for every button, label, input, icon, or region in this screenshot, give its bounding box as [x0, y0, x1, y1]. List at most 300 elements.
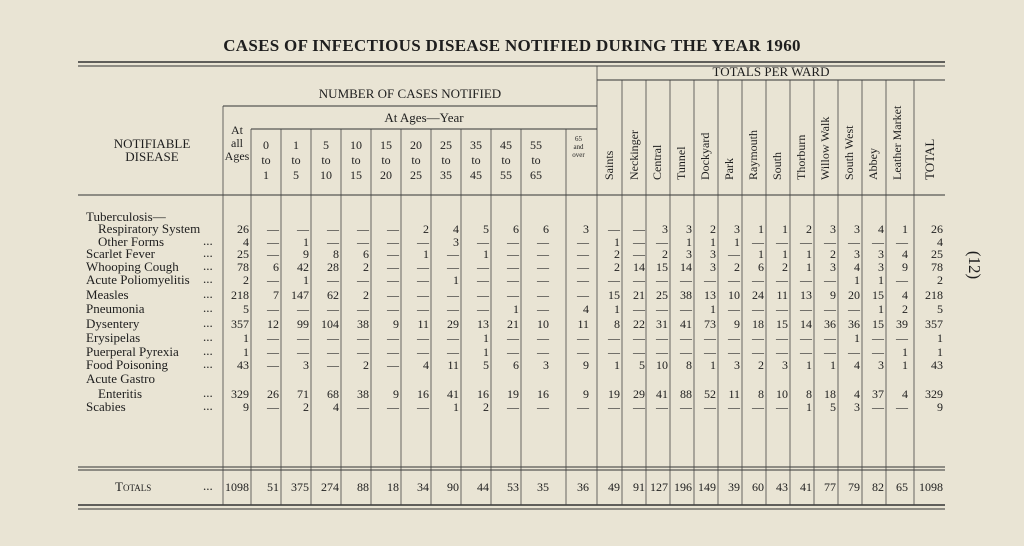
- table-cell: 9: [902, 260, 908, 274]
- table-cell: —: [577, 235, 589, 249]
- table-cell: 6: [758, 260, 764, 274]
- table-cell: 11: [776, 288, 788, 302]
- table-cell: —: [417, 273, 429, 287]
- table-cell: —: [327, 273, 339, 287]
- ward-header-saints: Saints: [601, 150, 616, 180]
- table-cell: 4: [902, 247, 908, 261]
- table-cell: 3: [782, 358, 788, 372]
- table-cell: —: [776, 345, 788, 359]
- table-cell: —: [800, 302, 812, 316]
- table-cell: —: [267, 358, 279, 372]
- row-label: Whooping Cough: [86, 259, 179, 274]
- table-cell: 9: [243, 400, 249, 414]
- table-cell: —: [776, 235, 788, 249]
- table-cell: —: [656, 400, 668, 414]
- age-column-header: 20 to 25: [410, 138, 422, 182]
- table-cell: —: [507, 288, 519, 302]
- row-label: Dysentery: [86, 316, 140, 331]
- table-cell: —: [752, 273, 764, 287]
- table-cell: —: [728, 273, 740, 287]
- row-leader-dots: ...: [203, 315, 213, 330]
- table-cell: —: [477, 235, 489, 249]
- table-cell: 25: [931, 247, 943, 261]
- table-cell: 2: [806, 222, 812, 236]
- table-cell: 4: [854, 260, 860, 274]
- table-cell: 13: [800, 288, 812, 302]
- table-cell: —: [728, 331, 740, 345]
- totals-cell: 60: [752, 480, 764, 494]
- table-cell: 9: [583, 358, 589, 372]
- table-cell: 10: [728, 288, 740, 302]
- table-cell: —: [656, 273, 668, 287]
- table-cell: 78: [931, 260, 943, 274]
- table-cell: —: [447, 288, 459, 302]
- table-cell: —: [537, 288, 549, 302]
- ward-header-south: South: [770, 151, 784, 180]
- totals-cell: 274: [321, 480, 339, 494]
- table-cell: 36: [824, 317, 836, 331]
- table-cell: 78: [237, 260, 249, 274]
- table-cell: 88: [680, 387, 692, 401]
- table-cell: —: [848, 345, 860, 359]
- table-cell: —: [704, 331, 716, 345]
- table-cell: 2: [614, 247, 620, 261]
- table-cell: —: [577, 273, 589, 287]
- table-cell: —: [577, 345, 589, 359]
- table-cell: —: [752, 400, 764, 414]
- table-cell: —: [387, 222, 399, 236]
- table-cell: —: [656, 302, 668, 316]
- ward-header-neckinger: Neckinger: [626, 130, 641, 180]
- table-cell: —: [776, 400, 788, 414]
- table-cell: 4: [854, 387, 860, 401]
- ward-header-tunnel: Tunnel: [674, 146, 688, 180]
- table-cell: 1: [303, 235, 309, 249]
- table-cell: 3: [854, 222, 860, 236]
- table-cell: 11: [728, 387, 740, 401]
- table-cell: —: [297, 331, 309, 345]
- table-cell: 4: [333, 400, 339, 414]
- table-cell: 1: [483, 247, 489, 261]
- table-cell: 9: [303, 247, 309, 261]
- table-cell: 2: [423, 222, 429, 236]
- table-cell: 5: [937, 302, 943, 316]
- table-cell: —: [267, 222, 279, 236]
- table-cell: —: [656, 345, 668, 359]
- row-label: Acute Gastro: [86, 371, 155, 386]
- table-cell: —: [327, 235, 339, 249]
- table-cell: 16: [417, 387, 429, 401]
- table-cell: —: [417, 400, 429, 414]
- table-cell: 3: [878, 260, 884, 274]
- table-cell: —: [507, 400, 519, 414]
- table-cell: 1: [937, 345, 943, 359]
- table-cell: 14: [680, 260, 692, 274]
- table-cell: —: [680, 331, 692, 345]
- row-label: Scabies: [86, 399, 126, 414]
- table-cell: 15: [656, 260, 668, 274]
- totals-cell: 34: [417, 480, 429, 494]
- row-leader-dots: ...: [203, 245, 213, 260]
- table-cell: —: [577, 288, 589, 302]
- ages-group-header: At Ages—Year: [384, 110, 464, 125]
- table-cell: —: [752, 331, 764, 345]
- totals-cell: 1098: [225, 480, 249, 494]
- table-cell: 41: [656, 387, 668, 401]
- row-leader-dots: ...: [203, 286, 213, 301]
- table-cell: 1: [758, 222, 764, 236]
- table-cell: 3: [854, 400, 860, 414]
- ward-header-willow-walk: Willow Walk: [818, 116, 832, 180]
- table-cell: 21: [507, 317, 519, 331]
- table-cell: —: [267, 302, 279, 316]
- table-cell: 1: [614, 235, 620, 249]
- table-cell: —: [800, 331, 812, 345]
- table-cell: 15: [608, 288, 620, 302]
- row-label: Food Poisoning: [86, 357, 168, 372]
- totals-cell: 127: [650, 480, 668, 494]
- table-cell: —: [633, 302, 645, 316]
- row-label: Respiratory System: [98, 221, 201, 236]
- table-cell: —: [728, 345, 740, 359]
- table-cell: 4: [937, 235, 943, 249]
- row-label: Acute Poliomyelitis: [86, 272, 190, 287]
- table-cell: 62: [327, 288, 339, 302]
- table-cell: —: [872, 331, 884, 345]
- table-cell: 1: [303, 273, 309, 287]
- table-cell: —: [577, 247, 589, 261]
- table-cell: 71: [297, 387, 309, 401]
- table-cell: 1: [782, 222, 788, 236]
- totals-cell: 65: [896, 480, 908, 494]
- table-cell: 52: [704, 387, 716, 401]
- table-cell: —: [387, 345, 399, 359]
- table-cell: —: [447, 345, 459, 359]
- table-cell: —: [800, 273, 812, 287]
- table-cell: —: [633, 222, 645, 236]
- page-title: CASES OF INFECTIOUS DISEASE NOTIFIED DURING THE YEAR 1960: [223, 36, 801, 55]
- ward-header-abbey: Abbey: [866, 148, 880, 180]
- table-cell: —: [633, 235, 645, 249]
- table-cell: 1: [806, 400, 812, 414]
- table-cell: —: [387, 235, 399, 249]
- table-cell: —: [417, 331, 429, 345]
- totals-cell: 41: [800, 480, 812, 494]
- table-cell: 18: [752, 317, 764, 331]
- table-cell: 3: [583, 222, 589, 236]
- table-cell: 3: [734, 222, 740, 236]
- table-cell: —: [704, 273, 716, 287]
- table-cell: —: [896, 331, 908, 345]
- table-cell: 73: [704, 317, 716, 331]
- table-cell: —: [537, 400, 549, 414]
- table-cell: 14: [633, 260, 645, 274]
- table-cell: 1: [453, 400, 459, 414]
- table-cell: 3: [662, 222, 668, 236]
- table-cell: 2: [710, 222, 716, 236]
- table-cell: 21: [633, 288, 645, 302]
- table-cell: 15: [872, 317, 884, 331]
- table-cell: —: [507, 273, 519, 287]
- table-cell: —: [633, 247, 645, 261]
- all-ages-header: At all Ages: [224, 123, 250, 163]
- table-cell: 25: [237, 247, 249, 261]
- table-cell: 2: [483, 400, 489, 414]
- table-cell: —: [537, 235, 549, 249]
- table-cell: —: [680, 400, 692, 414]
- table-cell: 3: [303, 358, 309, 372]
- table-cell: —: [357, 400, 369, 414]
- table-cell: 5: [639, 358, 645, 372]
- age-column-header: 25 to 35: [440, 138, 452, 182]
- table-cell: —: [387, 400, 399, 414]
- table-cell: 26: [931, 222, 943, 236]
- table-cell: —: [267, 273, 279, 287]
- row-label: Erysipelas: [86, 330, 141, 345]
- table-cell: 9: [734, 317, 740, 331]
- row-leader-dots: ...: [203, 233, 213, 248]
- wards-group-header: TOTALS PER WARD: [712, 64, 830, 79]
- row-label: Enteritis: [98, 386, 143, 401]
- table-cell: —: [800, 345, 812, 359]
- table-cell: 3: [830, 222, 836, 236]
- row-label: Other Forms: [98, 234, 165, 249]
- totals-cell: 1098: [919, 480, 943, 494]
- table-cell: 1: [854, 273, 860, 287]
- table-cell: 5: [483, 358, 489, 372]
- table-cell: —: [507, 331, 519, 345]
- table-cell: —: [477, 302, 489, 316]
- table-cell: 4: [902, 387, 908, 401]
- table-cell: —: [896, 273, 908, 287]
- table-cell: 25: [656, 288, 668, 302]
- row-leader-dots: ...: [203, 300, 213, 315]
- table-cell: 147: [291, 288, 309, 302]
- age-column-header: 35 to 45: [470, 138, 482, 182]
- table-cell: —: [824, 345, 836, 359]
- totals-leader-dots: ...: [203, 478, 213, 493]
- table-cell: —: [872, 345, 884, 359]
- table-cell: —: [507, 247, 519, 261]
- table-cell: —: [297, 302, 309, 316]
- table-cell: —: [387, 288, 399, 302]
- row-label: Measles: [86, 287, 129, 302]
- table-cell: 218: [231, 288, 249, 302]
- table-cell: 2: [614, 260, 620, 274]
- table-cell: 1: [902, 358, 908, 372]
- age-column-header: 45 to 55: [500, 138, 512, 182]
- table-cell: 2: [243, 273, 249, 287]
- table-cell: 11: [447, 358, 459, 372]
- totals-cell: 53: [507, 480, 519, 494]
- ward-header-leather-market: Leather Market: [890, 105, 904, 180]
- table-cell: 9: [583, 387, 589, 401]
- table-cell: 1: [734, 235, 740, 249]
- table-cell: 2: [363, 260, 369, 274]
- table-cell: 1: [614, 302, 620, 316]
- table-cell: 2: [937, 273, 943, 287]
- table-cell: 1: [614, 358, 620, 372]
- table-cell: —: [824, 302, 836, 316]
- table-cell: 19: [507, 387, 519, 401]
- table-cell: —: [447, 331, 459, 345]
- row-leader-dots: ...: [203, 271, 213, 286]
- table-cell: 1: [423, 247, 429, 261]
- table-cell: —: [824, 235, 836, 249]
- table-cell: 1: [782, 247, 788, 261]
- ward-header-south-west: South West: [842, 125, 856, 180]
- disease-column-header: NOTIFIABLE DISEASE: [113, 136, 191, 164]
- table-cell: 1: [513, 302, 519, 316]
- table-cell: —: [357, 331, 369, 345]
- ward-header-raymouth: Raymouth: [746, 130, 760, 180]
- table-cell: —: [417, 260, 429, 274]
- table-cell: —: [267, 235, 279, 249]
- table-cell: —: [357, 302, 369, 316]
- age-column-header: 55 to 65: [530, 138, 542, 182]
- table-cell: —: [608, 273, 620, 287]
- table-cell: —: [896, 235, 908, 249]
- table-cell: —: [267, 247, 279, 261]
- age-column-header: 5 to 10: [320, 138, 332, 182]
- table-cell: —: [680, 345, 692, 359]
- table-cell: 4: [854, 358, 860, 372]
- table-cell: —: [477, 273, 489, 287]
- ward-header-thorburn: Thorburn: [794, 134, 808, 180]
- table-cell: —: [577, 260, 589, 274]
- table-cell: 38: [357, 317, 369, 331]
- table-cell: —: [297, 222, 309, 236]
- table-cell: 3: [686, 222, 692, 236]
- table-cell: —: [633, 345, 645, 359]
- table-cell: —: [776, 331, 788, 345]
- table-cell: —: [327, 345, 339, 359]
- table-cell: 4: [902, 288, 908, 302]
- table-cell: 1: [830, 358, 836, 372]
- table-cell: —: [608, 345, 620, 359]
- table-cell: 2: [830, 247, 836, 261]
- table-cell: 3: [854, 247, 860, 261]
- table-cell: 12: [267, 317, 279, 331]
- totals-cell: 43: [776, 480, 788, 494]
- table-cell: 19: [608, 387, 620, 401]
- table-cell: —: [633, 400, 645, 414]
- table-cell: —: [848, 302, 860, 316]
- table-cell: —: [267, 331, 279, 345]
- table-cell: 4: [453, 222, 459, 236]
- table-cell: 26: [237, 222, 249, 236]
- table-cell: —: [507, 345, 519, 359]
- table-cell: —: [477, 288, 489, 302]
- table-cell: 9: [393, 387, 399, 401]
- table-cell: —: [477, 260, 489, 274]
- table-cell: —: [537, 247, 549, 261]
- age-column-header: 65 and over: [572, 135, 585, 159]
- table-cell: 6: [543, 222, 549, 236]
- totals-cell: 36: [577, 480, 589, 494]
- table-cell: 8: [614, 317, 620, 331]
- table-cell: —: [327, 331, 339, 345]
- table-cell: —: [577, 331, 589, 345]
- table-cell: —: [417, 235, 429, 249]
- table-cell: —: [824, 331, 836, 345]
- table-cell: 3: [710, 247, 716, 261]
- table-cell: —: [537, 302, 549, 316]
- row-leader-dots: ...: [203, 258, 213, 273]
- table-cell: 8: [686, 358, 692, 372]
- table-cell: —: [447, 302, 459, 316]
- table-cell: 8: [806, 387, 812, 401]
- table-cell: —: [776, 302, 788, 316]
- table-cell: 1: [878, 302, 884, 316]
- table-cell: 10: [537, 317, 549, 331]
- table-cell: 1: [243, 331, 249, 345]
- table-cell: —: [387, 273, 399, 287]
- table-cell: 4: [243, 235, 249, 249]
- table-cell: —: [327, 222, 339, 236]
- table-cell: —: [704, 400, 716, 414]
- table-cell: 36: [848, 317, 860, 331]
- table-cell: —: [417, 288, 429, 302]
- table-cell: —: [608, 400, 620, 414]
- table-cell: —: [728, 400, 740, 414]
- cases-group-header: NUMBER OF CASES NOTIFIED: [318, 86, 502, 101]
- table-cell: 104: [321, 317, 339, 331]
- table-cell: 9: [937, 400, 943, 414]
- totals-cell: 51: [267, 480, 279, 494]
- table-cell: 31: [656, 317, 668, 331]
- table-cell: 6: [273, 260, 279, 274]
- table-cell: —: [752, 235, 764, 249]
- table-cell: —: [417, 345, 429, 359]
- totals-cell: 88: [357, 480, 369, 494]
- table-cell: 6: [513, 222, 519, 236]
- table-cell: —: [848, 235, 860, 249]
- table-cell: 1: [806, 260, 812, 274]
- table-cell: 15: [776, 317, 788, 331]
- table-cell: —: [357, 345, 369, 359]
- table-cell: —: [537, 273, 549, 287]
- table-cell: —: [752, 345, 764, 359]
- table-cell: —: [800, 235, 812, 249]
- totals-cell: 82: [872, 480, 884, 494]
- table-cell: 2: [734, 260, 740, 274]
- ward-header-central: Central: [650, 144, 664, 180]
- page-number: (12): [965, 250, 985, 280]
- table-cell: 3: [710, 260, 716, 274]
- table-cell: 1: [758, 247, 764, 261]
- table-cell: 37: [872, 387, 884, 401]
- age-column-header: 10 to 15: [350, 138, 362, 182]
- table-cell: —: [387, 331, 399, 345]
- table-cell: 6: [363, 247, 369, 261]
- table-cell: 1: [710, 358, 716, 372]
- table-cell: 10: [776, 387, 788, 401]
- table-cell: —: [608, 222, 620, 236]
- table-cell: 329: [925, 387, 943, 401]
- table-cell: 1: [806, 358, 812, 372]
- table-cell: 2: [902, 302, 908, 316]
- table-cell: 41: [447, 387, 459, 401]
- table-cell: 11: [417, 317, 429, 331]
- table-cell: —: [872, 400, 884, 414]
- table-cell: 10: [656, 358, 668, 372]
- table-cell: 7: [273, 288, 279, 302]
- table-cell: 16: [537, 387, 549, 401]
- table-cell: 14: [800, 317, 812, 331]
- table-cell: —: [896, 400, 908, 414]
- table-cell: 9: [393, 317, 399, 331]
